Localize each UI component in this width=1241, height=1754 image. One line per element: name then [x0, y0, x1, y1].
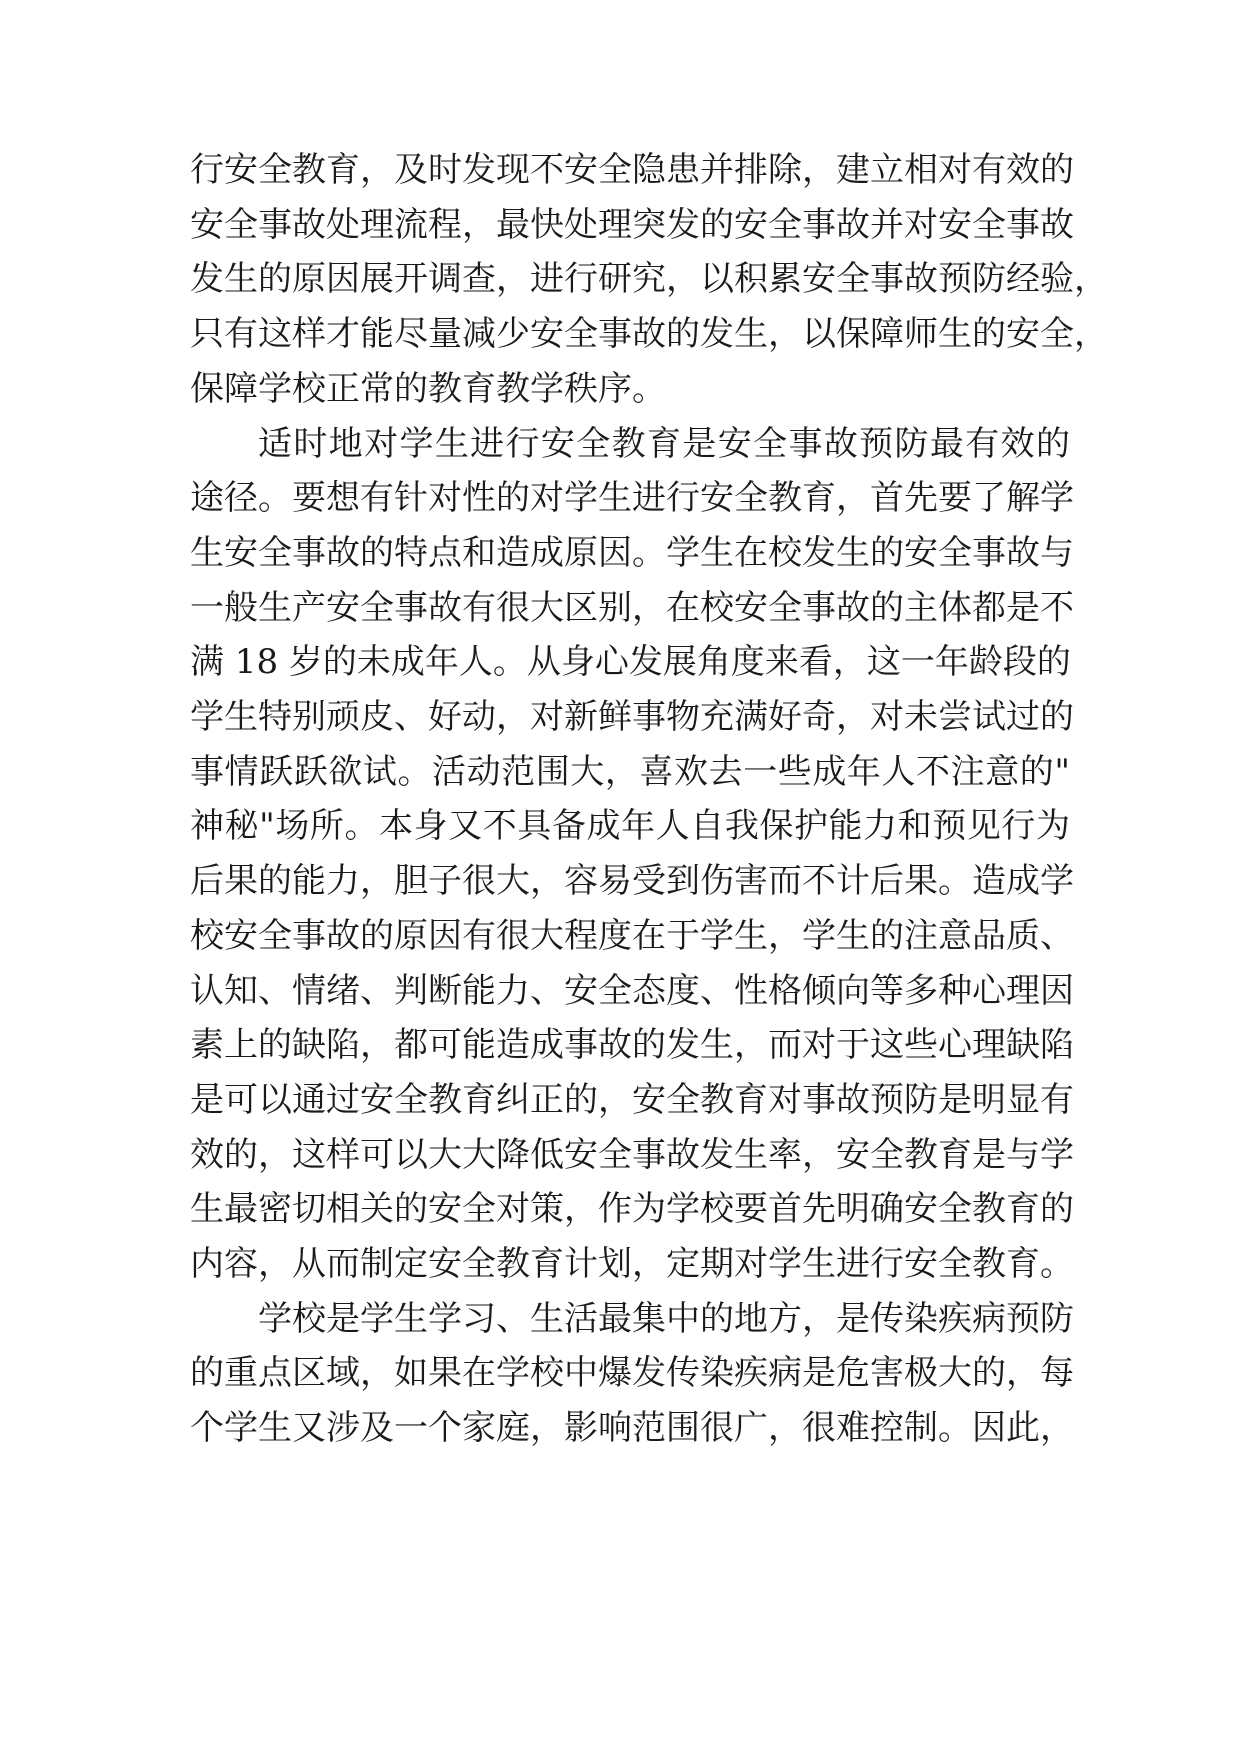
text-line: 保障学校正常的教育教学秩序。	[190, 369, 666, 409]
text-line: 个学生又涉及一个家庭，影响范围很广，很难控制。因此，	[190, 1408, 1074, 1448]
text-line: 行安全教育，及时发现不安全隐患并排除，建立相对有效的	[190, 150, 1074, 190]
text-line: 校安全事故的原因有很大程度在于学生，学生的注意品质、	[190, 916, 1074, 956]
text-line: 效的，这样可以大大降低安全事故发生率，安全教育是与学	[190, 1135, 1074, 1175]
text-line: 学校是学生学习、生活最集中的地方，是传染疾病预防	[258, 1299, 1074, 1339]
text-line: 是可以通过安全教育纠正的，安全教育对事故预防是明显有	[190, 1080, 1074, 1120]
text-line: 安全事故处理流程，最快处理突发的安全事故并对安全事故	[190, 205, 1074, 245]
text-line: 认知、情绪、判断能力、安全态度、性格倾向等多种心理因	[190, 971, 1074, 1011]
text-line: 途径。要想有针对性的对学生进行安全教育，首先要了解学	[190, 478, 1074, 518]
text-line: 生安全事故的特点和造成原因。学生在校发生的安全事故与	[190, 533, 1074, 573]
text-line: 适时地对学生进行安全教育是安全事故预防最有效的	[258, 424, 1070, 464]
text-line: 素上的缺陷，都可能造成事故的发生，而对于这些心理缺陷	[190, 1025, 1074, 1065]
text-line: 一般生产安全事故有很大区别，在校安全事故的主体都是不	[190, 588, 1074, 628]
text-line: 内容，从而制定安全教育计划，定期对学生进行安全教育。	[190, 1244, 1074, 1284]
text-line: 后果的能力，胆子很大，容易受到伤害而不计后果。造成学	[190, 861, 1074, 901]
text-line: 发生的原因展开调查，进行研究，以积累安全事故预防经验，	[190, 259, 1108, 299]
text-line: 神秘"场所。本身又不具备成年人自我保护能力和预见行为	[190, 806, 1070, 846]
text-line: 的重点区域，如果在学校中爆发传染疾病是危害极大的，每	[190, 1353, 1074, 1393]
text-line: 事情跃跃欲试。活动范围大，喜欢去一些成年人不注意的"	[190, 752, 1070, 792]
text-line: 只有这样才能尽量减少安全事故的发生，以保障师生的安全，	[190, 314, 1108, 354]
text-line: 学生特别顽皮、好动，对新鲜事物充满好奇，对未尝试过的	[190, 697, 1074, 737]
text-line: 满 18 岁的未成年人。从身心发展角度来看，这一年龄段的	[190, 642, 1071, 682]
text-line: 生最密切相关的安全对策，作为学校要首先明确安全教育的	[190, 1189, 1074, 1229]
